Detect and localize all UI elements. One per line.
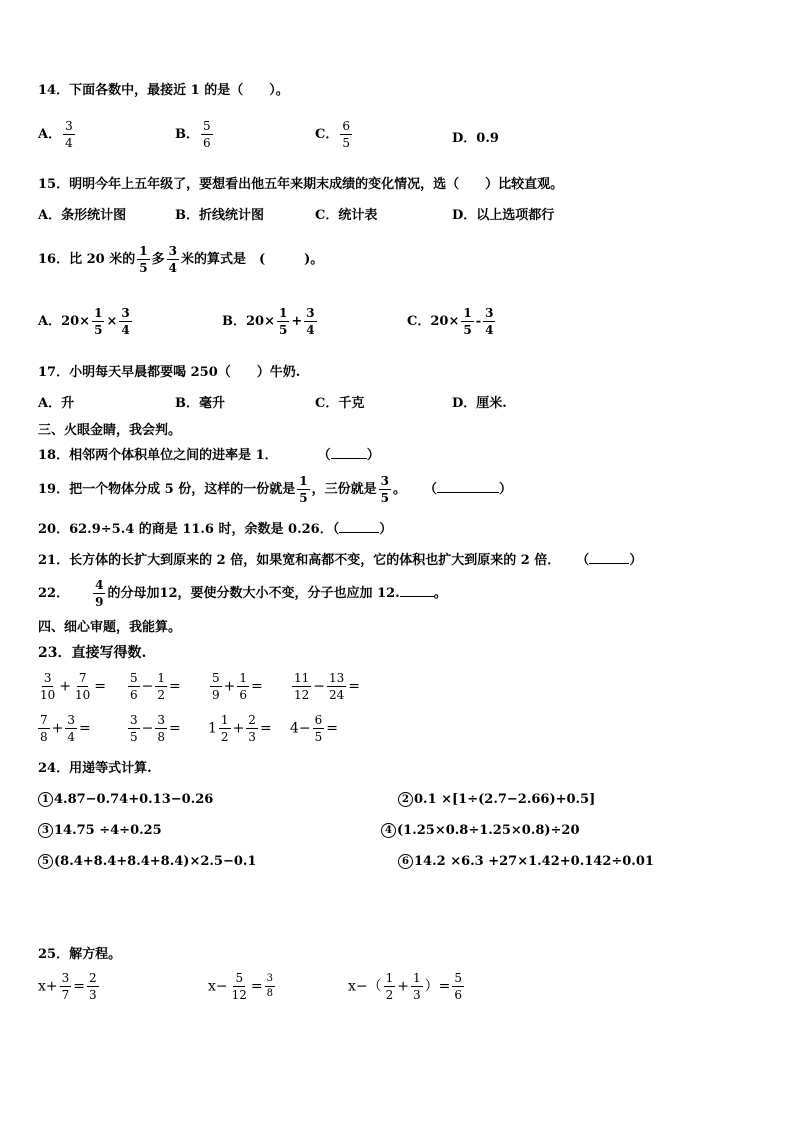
q14-option-d[interactable]: D．0.9: [452, 131, 499, 146]
q17-option-d[interactable]: D．厘米.: [452, 396, 507, 411]
q17-option-b[interactable]: B．毫升: [175, 396, 225, 411]
q14-option-b[interactable]: [175, 120, 215, 149]
circled-number: 6: [398, 854, 413, 869]
question-22: 22． $\frac{4}{9}$ 的分母加12，要使分数大小不变，分子也应加 12. 。: [38, 578, 447, 609]
option-label: A．: [38, 127, 62, 142]
calc-item: 4− $\frac{6}{5}$ =: [290, 713, 339, 744]
option-label: B．: [175, 127, 199, 142]
equation-1: x+ $\frac{3}{7}$ = $\frac{2}{3}$: [38, 971, 97, 1002]
calc-item-4: 4 (1.25×0.8÷1.25×0.8)÷20: [381, 823, 580, 838]
circled-number: 2: [398, 792, 413, 807]
circled-number: 3: [38, 823, 53, 838]
calc-item: $\frac{7}{8}$ + $\frac{3}{4}$ =: [40, 713, 91, 744]
equation-3: x−（ $\frac{1}{2}$ + $\frac{1}{3}$ ）= $\frac{5}{6}$: [348, 971, 463, 1002]
q14-option-c[interactable]: [315, 120, 354, 149]
fraction: $\frac{1}{5}$: [94, 306, 103, 337]
q17-option-a[interactable]: A．升: [38, 396, 75, 411]
answer-blank[interactable]: [589, 553, 629, 564]
fraction: $\frac{3}{4}$: [65, 119, 73, 150]
equation-2: x− $\frac{5}{12}$ = $\frac{3}{8}$: [208, 971, 274, 1002]
section-3-heading: 三、火眼金睛，我会判。: [38, 423, 182, 438]
circled-number: 5: [38, 854, 53, 869]
q15-option-c[interactable]: C．统计表: [315, 208, 378, 223]
answer-blank[interactable]: [331, 448, 367, 459]
calc-item: $\frac{3}{5}$ − $\frac{3}{8}$ =: [130, 713, 181, 744]
answer-blank[interactable]: [339, 522, 379, 533]
calc-item: $\frac{5}{9}$ + $\frac{1}{6}$ =: [212, 671, 263, 702]
fraction: $\frac{1}{5}$: [139, 244, 148, 275]
question-15-stem: 15．明明今年上五年级了，要想看出他五年来期末成绩的变化情况，选（ ）比较直观。: [38, 177, 564, 192]
question-17-stem: 17．小明每天早晨都要喝 250（ ）牛奶.: [38, 365, 301, 380]
fraction: $\frac{5}{6}$: [203, 119, 211, 150]
question-25-title: 25．解方程。: [38, 947, 122, 962]
fraction: $\frac{4}{9}$: [95, 578, 104, 609]
q14-option-a[interactable]: [38, 120, 77, 149]
question-20: 20．62.9÷5.4 的商是 11.6 时，余数是 0.26．（ ）: [38, 522, 393, 537]
fraction: $\frac{3}{4}$: [485, 306, 494, 337]
question-18: 18．相邻两个体积单位之间的进率是 1． （ ）: [38, 448, 380, 463]
question-14-stem: 14．下面各数中，最接近 1 的是（ ）。: [38, 83, 289, 98]
fraction: $\frac{6}{5}$: [342, 119, 350, 150]
q17-option-c[interactable]: C．千克: [315, 396, 365, 411]
calc-item: $\frac{3}{10}$ + $\frac{7}{10}$ =: [40, 671, 107, 702]
fraction: $\frac{1}{5}$: [299, 474, 308, 505]
calc-item-3: 3 14.75 ÷4÷0.25: [38, 823, 162, 838]
fraction: $\frac{3}{4}$: [121, 306, 130, 337]
calc-item: $\frac{5}{6}$ − $\frac{1}{2}$ =: [130, 671, 181, 702]
question-16-stem: 16．比 20 米的 $\frac{1}{5}$ 多 $\frac{3}{4}$ 米的算式是 ( )。: [38, 244, 324, 275]
calc-item-2: 2 0.1 ×[1÷(2.7−2.66)+0.5]: [398, 792, 595, 807]
calc-item: $\frac{11}{12}$ − $\frac{13}{24}$ =: [294, 671, 361, 702]
section-4-heading: 四、细心审题，我能算。: [38, 620, 182, 635]
calc-item-6: 6 14.2 ×6.3 +27×1.42+0.142÷0.01: [398, 854, 654, 869]
answer-blank[interactable]: [437, 482, 499, 493]
calc-item-1: 1 4.87−0.74+0.13−0.26: [38, 792, 213, 807]
option-label: C．: [315, 127, 339, 142]
calc-item-5: 5 (8.4+8.4+8.4+8.4)×2.5−0.1: [38, 854, 256, 869]
question-23-title: 23．直接写得数.: [38, 645, 147, 661]
calc-item: 1 $\frac{1}{2}$ + $\frac{2}{3}$ =: [208, 713, 272, 744]
fraction: $\frac{3}{4}$: [168, 244, 177, 275]
answer-blank[interactable]: [400, 586, 434, 597]
fraction: $\frac{3}{5}$: [380, 474, 389, 505]
q16-option-c[interactable]: C．20× $\frac{1}{5}$ - $\frac{3}{4}$: [407, 306, 494, 337]
question-19: 19．把一个物体分成 5 份，这样的一份就是 $\frac{1}{5}$ ，三份就是 $\frac{3}{5}$ 。 （ ）: [38, 474, 512, 505]
circled-number: 4: [381, 823, 396, 838]
question-24-title: 24．用递等式计算.: [38, 761, 152, 776]
q15-option-b[interactable]: B．折线统计图: [175, 208, 264, 223]
q16-option-a[interactable]: A．20× $\frac{1}{5}$ × $\frac{3}{4}$: [38, 306, 130, 337]
circled-number: 1: [38, 792, 53, 807]
question-21: 21．长方体的长扩大到原来的 2 倍，如果宽和高都不变，它的体积也扩大到原来的 2 倍． （ ）: [38, 553, 643, 568]
q15-option-d[interactable]: D．以上选项都行: [452, 208, 555, 223]
fraction: $\frac{1}{5}$: [463, 306, 472, 337]
fraction: $\frac{3}{4}$: [306, 306, 315, 337]
q16-option-b[interactable]: B．20× $\frac{1}{5}$ + $\frac{3}{4}$: [222, 306, 315, 337]
fraction: $\frac{1}{5}$: [278, 306, 288, 337]
q15-option-a[interactable]: A．条形统计图: [38, 208, 127, 223]
